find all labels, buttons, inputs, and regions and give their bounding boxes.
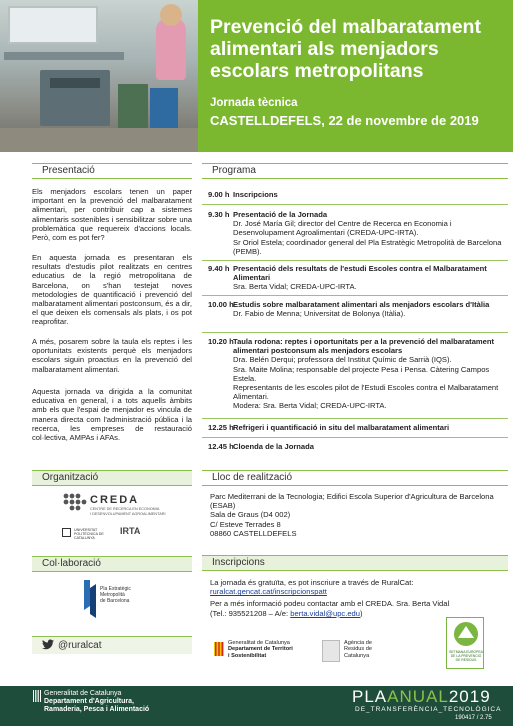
irta-logo: IRTA [120,526,141,536]
registration-link[interactable]: ruralcat.gencat.cat/inscripcionspatt [210,587,327,597]
upc-logo: UNIVERSITAT POLITÈCNICA DE CATALUNYA [62,527,122,541]
gencat-flag-icon [214,642,224,656]
setmana-europea-logo: SETMANA EUROPEA DE LA PREVENCIÓ DE RESIDUS [446,617,484,669]
section-inscripcions-heading: Inscripcions [202,555,508,571]
presentacio-paragraph-1: Els menjadors escolars tenen un paper important en la prevenció del malbaratament alimentari, per contribuir cap a sistemes alimentaris sostenibles i sensibilitzar sobre una problemàtica que requereix d'accions locals. Però, com es pot fer? [32,187,192,243]
twitter-icon [42,639,54,655]
presentacio-paragraph-2: En aquesta jornada es presentaran els resultats d'estudis pilot realitzats en centres educatius de la regió metropolitana de Barcelona, on s'han testejat noves metodologies de quantificació i prevenció del malbaratament alimentari postconsum, és a dir, el que deixen els comensals als plats, i os pot reaprofitar. [32,253,192,327]
divider [202,295,508,296]
section-programa-heading: Programa [202,163,508,179]
footer-gencat-text: Generalitat de Catalunya Departament d'Agricultura, Ramaderia, Pesca i Alimentació [44,690,150,713]
email-link[interactable]: berta.vidal@upc.edu [290,608,361,618]
section-lloc-heading: Lloc de realització [202,470,508,486]
venue-address: Parc Mediterrani de la Tecnologia; Edifici Escola Superior d'Agricultura de Barcelona (ESAB) Sala de Graus (D4 002) C/ Esteve Terrades 8 08860 CASTELLDEFELS [210,492,494,538]
presentacio-paragraph-3: A més, posarem sobre la taula els reptes i les oportunitats existents perquè els menjadors escolars siguin proactius en la prevenció del malbaratament alimentari. [32,337,192,374]
page-title: Prevenció del malbaratament alimentari als menjadors escolars metropolitans [210,16,481,82]
pemb-logo: Pla Estratègic Metropolità de Barcelona [78,578,158,622]
event-location-date: CASTELLDEFELS, 22 de novembre de 2019 [210,113,479,128]
header-photo [0,0,198,152]
pla-anual-logo: PLAANUAL2019 [352,687,491,706]
section-organitzacio-heading: Organització [32,470,192,486]
divider [202,332,508,333]
agencia-residus-logo: Agència de Residus de Catalunya [322,640,392,670]
gencat-flag-icon [33,690,41,702]
section-presentacio-heading: Presentació [32,163,192,179]
gencat-territori-logo: Generalitat de Catalunya Departament de Territori i Sostenibilitat [214,640,314,670]
section-collaboracio-heading: Col·laboració [32,556,192,572]
page-subtitle: Jornada tècnica [210,97,298,109]
presentacio-paragraph-4: Aquesta jornada va dirigida a la comunitat educativa en general, i a tots aquells àmbits amb els que l'espai de menjador es vincula de manera directa com l'administració pública i la recerca, les empreses de restauració col·lectiva, AMPAs i AFAs. [32,387,192,443]
document-code: 190417 / 2.75 [455,715,492,721]
divider [202,437,508,438]
twitter-handle[interactable]: @ruralcat [58,640,102,651]
creda-logo: CREDA CENTRE DE RECERCA EN ECONOMIA I DESENVOLUPAMENT AGROALIMENTARI [62,492,182,540]
divider [202,418,508,419]
twitter-bar[interactable] [32,636,192,654]
inscripcions-text: La jornada és gratuïta, es pot inscriure a través de RuralCat: ruralcat.gencat.cat/inscripcionspatt Per a més informació podeu contactar amb el CREDA. Sra. Berta Vidal (Tel.: 935521208 – A/e: berta.vidal@upc.edu) [210,578,450,618]
divider [202,260,508,261]
divider [202,204,508,205]
pla-anual-subtitle: DE_TRANSFERÈNCIA_TECNOLÒGICA [355,706,502,713]
